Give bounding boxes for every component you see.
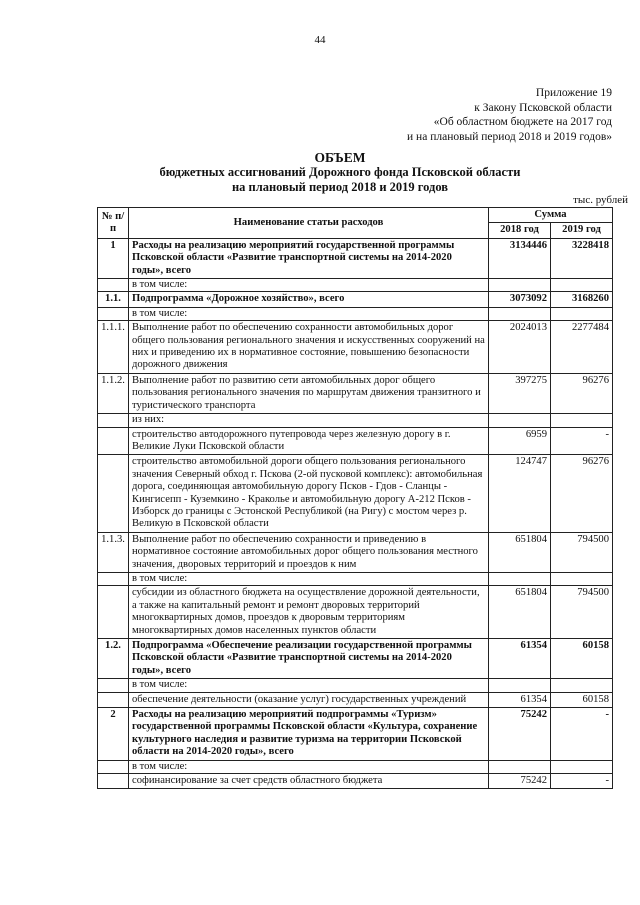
row-2019: 96276 (551, 455, 613, 532)
row-num (98, 572, 129, 585)
row-2019: 3228418 (551, 238, 613, 278)
row-2018: 6959 (489, 427, 551, 455)
row-num: 2 (98, 708, 129, 761)
row-name: строительство автодорожного путепровода через железную дорогу в г. Великие Луки Псковской области (129, 427, 489, 455)
appendix-line: к Закону Псковской области (474, 101, 612, 114)
row-name: в том числе: (129, 279, 489, 292)
row-num (98, 427, 129, 455)
row-num: 1.1.3. (98, 532, 129, 572)
title-line: бюджетных ассигнований Дорожного фонда Псковской области (159, 165, 521, 179)
row-2019: 3168260 (551, 292, 613, 307)
row-2019: - (551, 774, 613, 789)
table-row (98, 307, 613, 320)
row-2019 (551, 572, 613, 585)
row-2019 (551, 279, 613, 292)
row-name: Выполнение работ по обеспечению сохранности и приведению в нормативное состояние автомобильных дорог общего пользования местного значения, дворовых территорий и проездов к ним (129, 532, 489, 572)
row-name: в том числе: (129, 760, 489, 773)
budget-table (97, 207, 613, 789)
title-line: ОБЪЕМ (314, 150, 366, 165)
row-2019: 794500 (551, 586, 613, 639)
row-2018 (489, 279, 551, 292)
table-row (98, 373, 613, 413)
row-num (98, 307, 129, 320)
row-2018: 75242 (489, 708, 551, 761)
page-number: 44 (314, 34, 326, 46)
row-2018 (489, 760, 551, 773)
row-num: 1 (98, 238, 129, 278)
row-num (98, 455, 129, 532)
row-name: обеспечение деятельности (оказание услуг) государственных учреждений (129, 692, 489, 707)
row-name: Расходы на реализацию мероприятий подпрограммы «Туризм» государственной программы Псковской области «Культура, сохранение культурного наследия и развитие туризма на территории Псковской области на 2014-2020 годы», всего (129, 708, 489, 761)
title-line: на плановый период 2018 и 2019 годов (231, 180, 449, 194)
row-2019: 96276 (551, 373, 613, 413)
row-num (98, 760, 129, 773)
row-2018: 75242 (489, 774, 551, 789)
row-name: Подпрограмма «Обеспечение реализации государственной программы Псковской области «Развитие транспортной системы на 2014-2020 годы», всего (129, 639, 489, 679)
row-num (98, 586, 129, 639)
row-2019: 2277484 (551, 321, 613, 374)
row-2019 (551, 307, 613, 320)
row-2018 (489, 572, 551, 585)
row-2018 (489, 679, 551, 692)
table-row (98, 292, 613, 307)
row-2019: - (551, 708, 613, 761)
header-sum: Сумма (489, 208, 613, 223)
row-name: Подпрограмма «Дорожное хозяйство», всего (129, 292, 489, 307)
table-row (98, 572, 613, 585)
row-2019 (551, 760, 613, 773)
table-row (98, 586, 613, 639)
row-2019 (551, 414, 613, 427)
row-2018: 61354 (489, 639, 551, 679)
row-name: в том числе: (129, 572, 489, 585)
row-2019: 794500 (551, 532, 613, 572)
row-num: 1.2. (98, 639, 129, 679)
row-2018: 2024013 (489, 321, 551, 374)
row-2018: 397275 (489, 373, 551, 413)
table-row (98, 692, 613, 707)
row-name: в том числе: (129, 679, 489, 692)
table-row (98, 774, 613, 789)
header-2018: 2018 год (489, 223, 551, 238)
row-2018: 124747 (489, 455, 551, 532)
row-num (98, 414, 129, 427)
appendix-line: и на плановый период 2018 и 2019 годов» (407, 130, 612, 143)
row-2019: 60158 (551, 692, 613, 707)
row-2018 (489, 414, 551, 427)
table-row (98, 279, 613, 292)
row-name: Расходы на реализацию мероприятий государственной программы Псковской области «Развитие транспортной системы на 2014-2020 годы», всего (129, 238, 489, 278)
row-2018: 3134446 (489, 238, 551, 278)
row-2018 (489, 307, 551, 320)
row-num (98, 679, 129, 692)
row-name: софинансирование за счет средств областного бюджета (129, 774, 489, 789)
table-row (98, 708, 613, 761)
row-2019: 60158 (551, 639, 613, 679)
row-name: субсидии из областного бюджета на осуществление дорожной деятельности, а также на капитальный ремонт и ремонт дворовых территорий многоквартирных домов, проездов к дворовым территориям многоквартирных домов населенных пунктов области (129, 586, 489, 639)
row-2018: 61354 (489, 692, 551, 707)
row-num (98, 692, 129, 707)
header-num: № п/п (98, 208, 129, 239)
row-name: строительство автомобильной дороги общего пользования регионального значения Северный обход г. Пскова (2-ой пусковой комплекс): автомобильная дорога, соединяющая автомобильную дорогу Псков - Гдов - Сланцы - Кингисепп - Куземкино - Краколье и автомобильную дорогу А-212 Псков - Изборск до границы с Эстонской Республикой (на Ригу) с мостом через р. Великую в Псковской области (129, 455, 489, 532)
row-2018: 3073092 (489, 292, 551, 307)
appendix-line: «Об областном бюджете на 2017 год (433, 116, 612, 128)
appendix-line: Приложение 19 (535, 87, 612, 99)
appendix-block (292, 86, 612, 144)
row-name: Выполнение работ по обеспечению сохранности автомобильных дорог общего пользования регионального значения и искусственных сооружений на них и приведению их в нормативное состояние, повышению безопасности дорожного движения (129, 321, 489, 374)
row-num (98, 774, 129, 789)
row-2018: 651804 (489, 586, 551, 639)
header-name: Наименование статьи расходов (129, 208, 489, 239)
row-name: Выполнение работ по развитию сети автомобильных дорог общего пользования регионального значения по маршрутам движения транзитного и туристического транспорта (129, 373, 489, 413)
table-row (98, 532, 613, 572)
row-num: 1.1.1. (98, 321, 129, 374)
table-row (98, 321, 613, 374)
table-row (98, 455, 613, 532)
header-2019: 2019 год (551, 223, 613, 238)
units-label: тыс. рублей (573, 194, 628, 206)
row-2019 (551, 679, 613, 692)
row-2019: - (551, 427, 613, 455)
row-name: из них: (129, 414, 489, 427)
table-row (98, 414, 613, 427)
table-row (98, 760, 613, 773)
table-row (98, 679, 613, 692)
row-num: 1.1.2. (98, 373, 129, 413)
row-2018: 651804 (489, 532, 551, 572)
row-num (98, 279, 129, 292)
table-row (98, 238, 613, 278)
table-row (98, 427, 613, 455)
row-name: в том числе: (129, 307, 489, 320)
row-num: 1.1. (98, 292, 129, 307)
document-title (60, 150, 620, 195)
table-row (98, 639, 613, 679)
